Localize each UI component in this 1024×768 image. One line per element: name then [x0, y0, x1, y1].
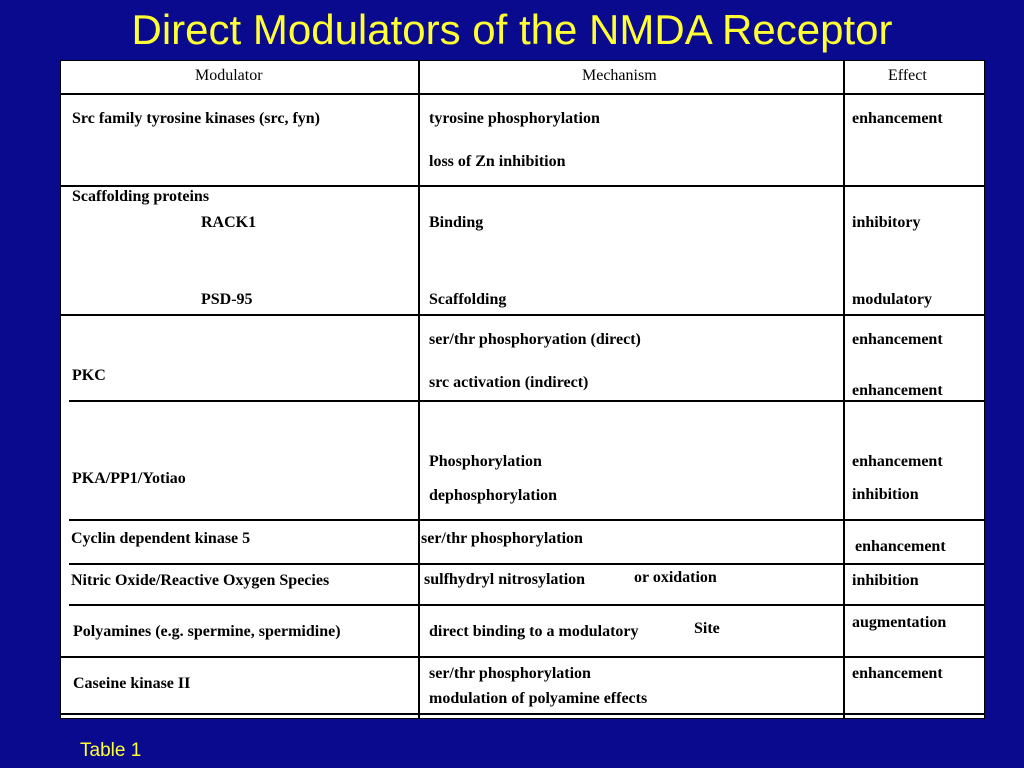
mechanism-cell: tyrosine phosphorylation — [429, 110, 600, 127]
row-divider — [69, 604, 984, 606]
table-caption: Table 1 — [80, 740, 142, 761]
effect-cell: inhibition — [852, 486, 919, 503]
mechanism-cell: sulfhydryl nitrosylation — [424, 571, 586, 588]
row-divider — [61, 713, 984, 715]
effect-cell: enhancement — [852, 665, 943, 682]
mechanism-cell: modulation of polyamine effects — [429, 690, 648, 707]
effect-cell: augmentation — [852, 614, 947, 631]
modulator-subitem: RACK1 — [201, 214, 257, 231]
mechanism-cell: or oxidation — [634, 569, 717, 586]
mechanism-cell: Binding — [429, 214, 484, 231]
modulator-cell: Caseine kinase II — [73, 675, 191, 692]
row-divider — [61, 314, 984, 316]
effect-cell: enhancement — [852, 382, 943, 399]
mechanism-cell: loss of Zn inhibition — [429, 153, 566, 170]
mechanism-cell: Scaffolding — [429, 291, 507, 308]
row-divider — [69, 400, 984, 402]
slide-title: Direct Modulators of the NMDA Receptor — [131, 6, 893, 53]
modulator-cell: Polyamines (e.g. spermine, spermidine) — [73, 623, 341, 640]
effect-cell: enhancement — [855, 538, 946, 555]
row-divider — [69, 519, 984, 521]
effect-cell: inhibition — [852, 572, 919, 589]
row-divider — [61, 656, 984, 658]
modulator-cell: Cyclin dependent kinase 5 — [71, 530, 251, 547]
header-effect: Effect — [888, 67, 927, 84]
mechanism-cell: Site — [694, 620, 720, 637]
header-modulator: Modulator — [195, 67, 263, 84]
modulator-subitem: PSD-95 — [201, 291, 253, 308]
header-mechanism: Mechanism — [582, 67, 657, 84]
modulator-cell: PKC — [72, 367, 106, 384]
mechanism-cell: Phosphorylation — [429, 453, 542, 470]
effect-cell: inhibitory — [852, 214, 921, 231]
modulators-table — [60, 60, 985, 719]
modulator-cell: Scaffolding proteins — [72, 188, 210, 205]
mechanism-cell: ser/thr phosphorylation — [429, 665, 591, 682]
row-divider — [61, 93, 984, 95]
effect-cell: enhancement — [852, 331, 943, 348]
mechanism-cell: ser/thr phosphoryation (direct) — [429, 331, 641, 348]
modulator-cell: Src family tyrosine kinases (src, fyn) — [72, 110, 320, 127]
effect-cell: modulatory — [852, 291, 932, 308]
modulator-cell: Nitric Oxide/Reactive Oxygen Species — [71, 572, 330, 589]
mechanism-cell: dephosphorylation — [429, 487, 558, 504]
column-divider — [418, 61, 420, 718]
mechanism-cell: src activation (indirect) — [429, 374, 589, 391]
effect-cell: enhancement — [852, 110, 943, 127]
effect-cell: enhancement — [852, 453, 943, 470]
mechanism-cell: ser/thr phosphorylation — [421, 530, 583, 547]
row-divider — [69, 563, 984, 565]
mechanism-cell: direct binding to a modulatory — [429, 623, 639, 640]
modulator-cell: PKA/PP1/Yotiao — [72, 470, 186, 487]
column-divider — [843, 61, 845, 718]
